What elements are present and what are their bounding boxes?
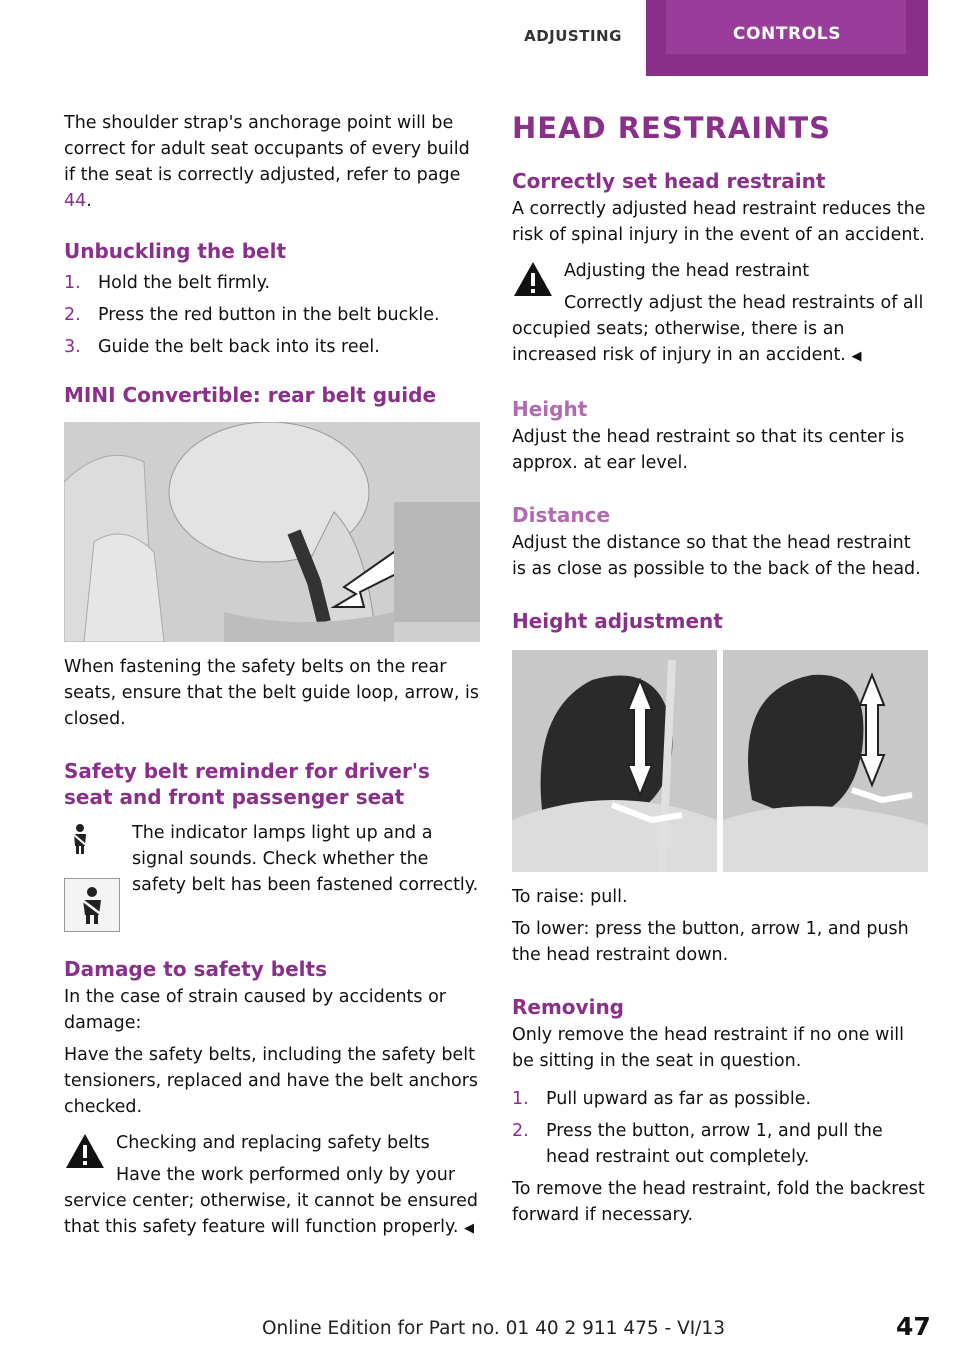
removing-paragraph: Only remove the head restraint if no one will be sitting in the seat in question. <box>512 1025 905 1071</box>
intro-text: The shoulder strap's anchorage point will be correct for adult seat occupants of every build if the seat is correctly adjusted, refer to page <box>64 113 470 185</box>
section-heading: MINI Convertible: rear belt guide <box>64 383 437 407</box>
end-mark-icon: ◀ <box>463 1221 474 1236</box>
list-item: 1. Pull upward as far as possible. <box>512 1089 812 1109</box>
list-item: 2. Press the button, arrow 1, and pull the head restraint out completely. <box>512 1121 883 1167</box>
end-mark-icon: ◀ <box>851 349 862 364</box>
seatbelt-small-icon <box>68 822 92 856</box>
unbuckling-steps <box>64 270 480 360</box>
edition-note: Online Edition for Part no. 01 40 2 911 475 - VI/13 <box>262 1318 725 1339</box>
belt-reminder-block <box>64 820 480 930</box>
section-heading: Unbuckling the belt <box>64 239 287 263</box>
list-item: 2. Press the red button in the belt buckle. <box>64 305 440 325</box>
warning-block <box>512 258 928 370</box>
warning-text: Correctly adjust the head restraints of all occupied seats; otherwise, there is an increased risk of injury in an accident. ◀ <box>512 293 924 365</box>
subheading: Height <box>512 397 588 421</box>
warning-title: Checking and replacing safety belts <box>116 1133 430 1153</box>
tab-label: ADJUSTING <box>524 27 622 45</box>
section-heading: Correctly set head restraint <box>512 169 826 193</box>
reminder-text: The indicator lamps light up and a signal sounds. Check whether the safety belt has been fastened correctly. <box>132 823 479 895</box>
head-restraint-image <box>512 650 928 872</box>
raise-instruction: To raise: pull. <box>512 887 628 907</box>
warning-text: Have the work performed only by your service center; otherwise, it cannot be ensured that this safety feature will function properly. ◀ <box>64 1165 478 1237</box>
correct-paragraph: A correctly adjusted head restraint reduces the risk of spinal injury in the event of an accident. <box>512 199 926 245</box>
list-item: 3. Guide the belt back into its reel. <box>64 337 380 357</box>
section-heading: Safety belt reminder for driver's seat and front passenger seat <box>64 759 430 809</box>
intro-end: . <box>86 191 92 211</box>
section-heading: Removing <box>512 995 624 1019</box>
removing-steps <box>512 1086 928 1170</box>
seatbelt-indicator-icon <box>64 878 120 932</box>
damage-paragraph: In the case of strain caused by accidents or damage: <box>64 987 446 1033</box>
tab-label: CONTROLS <box>732 24 842 44</box>
warning-title: Adjusting the head restraint <box>564 261 810 281</box>
belt-guide-caption: When fastening the safety belts on the rear seats, ensure that the belt guide loop, arrow, is closed. <box>64 657 480 729</box>
subheading: Distance <box>512 503 611 527</box>
page-link[interactable]: 44 <box>64 191 87 211</box>
warning-block <box>64 1130 480 1242</box>
intro-paragraph <box>64 110 480 214</box>
lower-instruction: To lower: press the button, arrow 1, and push the head restraint down. <box>512 919 909 965</box>
section-heading: Height adjustment <box>512 609 723 633</box>
section-tab-controls <box>646 0 928 76</box>
height-paragraph: Adjust the head restraint so that its center is approx. at ear level. <box>512 427 905 473</box>
rear-belt-guide-image <box>64 422 480 642</box>
list-item: 1. Hold the belt firmly. <box>64 273 271 293</box>
section-heading: Damage to safety belts <box>64 957 327 981</box>
page-number: 47 <box>896 1312 931 1341</box>
page-title: HEAD RESTRAINTS <box>512 111 832 145</box>
left-column <box>64 110 480 1242</box>
warning-icon <box>512 260 554 298</box>
damage-paragraph: Have the safety belts, including the safety belt tensioners, replaced and have the belt anchors checked. <box>64 1045 479 1117</box>
right-column <box>512 110 928 1228</box>
section-tab-adjusting <box>500 0 646 72</box>
warning-icon <box>64 1132 106 1170</box>
removing-after: To remove the head restraint, fold the backrest forward if necessary. <box>512 1179 925 1225</box>
distance-paragraph: Adjust the distance so that the head restraint is as close as possible to the back of the head. <box>512 533 921 579</box>
